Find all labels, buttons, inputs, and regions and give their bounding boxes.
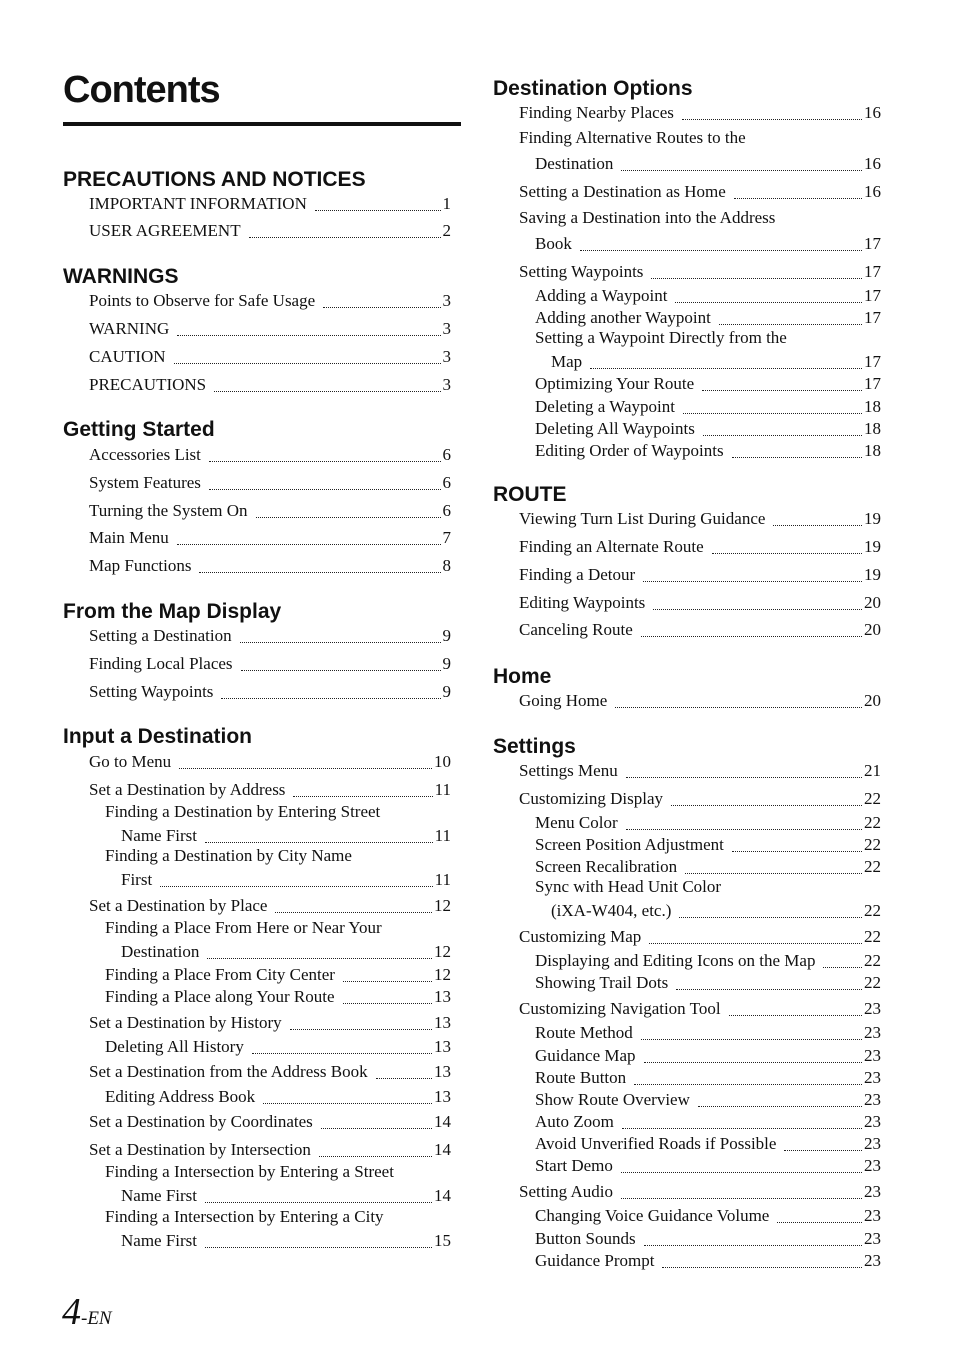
toc-entry-page-number: 3 (442, 347, 451, 366)
toc-entry-page-number: 2 (442, 221, 451, 240)
toc-entry-label: Changing Voice Guidance Volume (535, 1206, 770, 1225)
toc-entry[interactable] (535, 1132, 881, 1154)
dot-leader (209, 460, 441, 462)
toc-entry-page-number: 11 (434, 870, 451, 889)
dot-leader (734, 197, 862, 199)
toc-entry-page-number: 23 (864, 1112, 881, 1131)
toc-entry-label: Points to Observe for Safe Usage (89, 291, 316, 310)
toc-entry-page-number: 20 (864, 593, 881, 612)
toc-entry-page-number: 9 (442, 682, 451, 701)
toc-entry-label: Set a Destination by Coordinates (89, 1112, 313, 1131)
toc-entry-page-number: 17 (864, 308, 881, 327)
toc-entry-page-number: 23 (864, 1182, 881, 1201)
dot-leader (784, 1149, 862, 1151)
toc-entry[interactable] (89, 750, 451, 772)
section-heading-destination-options: Destination Options (493, 77, 693, 100)
dot-leader (683, 412, 862, 414)
toc-entry-label: Guidance Prompt (535, 1251, 655, 1270)
dot-leader (263, 1102, 432, 1104)
toc-entry-label: Customizing Navigation Tool (519, 999, 721, 1018)
toc-entry[interactable] (89, 894, 451, 916)
toc-entry-page-number: 20 (864, 691, 881, 710)
toc-entry-label: Set a Destination by Address (89, 780, 286, 799)
toc-entry-page-number: 16 (864, 103, 881, 122)
dot-leader (293, 795, 432, 797)
dot-leader (321, 1127, 432, 1129)
toc-entry-page-number: 3 (442, 375, 451, 394)
toc-entry-label: Setting a Destination (89, 626, 232, 645)
toc-entry-page-number: 22 (864, 901, 881, 920)
toc-entry-page-number: 15 (434, 1231, 451, 1250)
toc-entry-page-number: 23 (864, 1251, 881, 1270)
toc-entry[interactable] (519, 997, 881, 1019)
toc-entry-label: Turning the System On (89, 501, 248, 520)
toc-entry-page-number: 12 (434, 896, 451, 915)
dot-leader (773, 524, 862, 526)
dot-leader (649, 942, 862, 944)
toc-entry-page-number: 23 (864, 1023, 881, 1042)
toc-entry[interactable] (535, 395, 881, 417)
toc-entry[interactable] (535, 1204, 881, 1226)
dot-leader (682, 118, 862, 120)
toc-entry-page-number: 21 (864, 761, 881, 780)
toc-entry-label: Finding Local Places (89, 654, 233, 673)
dot-leader (621, 1171, 862, 1173)
toc-entry-first-line: Setting a Waypoint Directly from the (535, 328, 787, 347)
toc-entry[interactable] (519, 618, 881, 640)
toc-entry[interactable] (519, 563, 881, 585)
toc-entry[interactable] (535, 855, 881, 877)
section-heading-route: ROUTE (493, 483, 567, 506)
toc-entry-page-number: 11 (434, 780, 451, 799)
dot-leader (671, 804, 862, 806)
toc-entry-first-line: Saving a Destination into the Address (519, 208, 776, 227)
dot-leader (207, 957, 432, 959)
toc-entry-label: CAUTION (89, 347, 166, 366)
section-heading-home: Home (493, 665, 552, 688)
toc-entry-label: Setting Waypoints (519, 262, 644, 281)
dot-leader (641, 1038, 862, 1040)
dot-leader (662, 1266, 862, 1268)
dot-leader (275, 911, 432, 913)
dot-leader (712, 552, 862, 554)
dot-leader (621, 169, 862, 171)
toc-entry-page-number: 23 (864, 1090, 881, 1109)
toc-entry[interactable] (535, 1021, 881, 1043)
toc-entry-label: Set a Destination by History (89, 1013, 282, 1032)
toc-entry[interactable] (535, 833, 881, 855)
toc-entry-page-number: 22 (864, 857, 881, 876)
toc-entry-page-number: 17 (864, 286, 881, 305)
toc-entry-page-number: 3 (442, 319, 451, 338)
toc-entry-page-number: 16 (864, 154, 881, 173)
dot-leader (643, 580, 862, 582)
dot-leader (675, 301, 862, 303)
toc-entry[interactable] (535, 1066, 881, 1088)
dot-leader (252, 1052, 432, 1054)
toc-entry-label: Deleting All Waypoints (535, 419, 695, 438)
toc-entry-label: Name First (121, 826, 198, 845)
dot-leader (343, 1002, 433, 1004)
toc-entry-page-number: 23 (864, 1229, 881, 1248)
section-heading-input-a-destination: Input a Destination (63, 725, 252, 748)
toc-entry-label: Deleting a Waypoint (535, 397, 675, 416)
dot-leader (256, 516, 441, 518)
toc-entry[interactable] (105, 963, 451, 985)
toc-entry-label: System Features (89, 473, 201, 492)
section-heading-warnings: WARNINGS (63, 265, 179, 288)
toc-entry-page-number: 19 (864, 565, 881, 584)
dot-leader (653, 608, 862, 610)
toc-entry-page-number: 14 (434, 1112, 451, 1131)
dot-leader (249, 236, 441, 238)
dot-leader (644, 1061, 862, 1063)
toc-entry[interactable] (89, 778, 451, 800)
title-rule (63, 122, 461, 126)
toc-entry-label: Auto Zoom (535, 1112, 614, 1131)
toc-entry-label: Main Menu (89, 528, 169, 547)
toc-entry-label: Adding a Waypoint (535, 286, 668, 305)
toc-entry[interactable] (89, 680, 451, 702)
dot-leader (179, 767, 432, 769)
toc-entry[interactable] (519, 535, 881, 557)
toc-entry-label: Adding another Waypoint (535, 308, 711, 327)
dot-leader (221, 697, 440, 699)
toc-entry-page-number: 14 (434, 1186, 451, 1205)
dot-leader (777, 1221, 862, 1223)
toc-entry-label: Destination (535, 154, 614, 173)
toc-entry[interactable] (535, 284, 881, 306)
toc-entry-page-number: 17 (864, 374, 881, 393)
toc-entry-label: Deleting All History (105, 1037, 244, 1056)
toc-entry-label: Button Sounds (535, 1229, 636, 1248)
dot-leader (622, 1127, 862, 1129)
toc-entry-label: Optimizing Your Route (535, 374, 695, 393)
toc-entry[interactable] (535, 372, 881, 394)
toc-entry-label: Setting Audio (519, 1182, 613, 1201)
toc-entry-label: Avoid Unverified Roads if Possible (535, 1134, 777, 1153)
toc-entry[interactable] (535, 1154, 881, 1176)
toc-entry-label: Screen Recalibration (535, 857, 678, 876)
dot-leader (240, 641, 441, 643)
toc-entry-label: First (121, 870, 153, 889)
dot-leader (177, 334, 440, 336)
toc-entry-first-line: Finding a Place From Here or Near Your (105, 918, 382, 937)
toc-entry-page-number: 17 (864, 352, 881, 371)
toc-entry-page-number: 13 (434, 1013, 451, 1032)
dot-leader (160, 885, 432, 887)
toc-entry-label: Book (535, 234, 572, 253)
toc-entry[interactable] (89, 554, 451, 576)
toc-entry-label: (iXA-W404, etc.) (551, 901, 672, 920)
dot-leader (641, 635, 862, 637)
toc-entry[interactable] (105, 985, 451, 1007)
toc-entry-page-number: 9 (442, 626, 451, 645)
dot-leader (732, 456, 862, 458)
toc-entry-label: Finding Nearby Places (519, 103, 674, 122)
dot-leader (634, 1083, 862, 1085)
toc-entry[interactable] (121, 868, 451, 890)
toc-entry[interactable] (535, 306, 881, 328)
dot-leader (703, 434, 862, 436)
toc-entry[interactable] (519, 101, 881, 123)
dot-leader (315, 209, 441, 211)
toc-entry[interactable] (519, 1180, 881, 1202)
toc-entry[interactable] (105, 1085, 451, 1107)
toc-entry-label: Showing Trail Dots (535, 973, 669, 992)
toc-entry-label: Set a Destination by Intersection (89, 1140, 311, 1159)
toc-entry-page-number: 23 (864, 1068, 881, 1087)
toc-entry-page-number: 13 (434, 1037, 451, 1056)
dot-leader (651, 277, 862, 279)
dot-leader (177, 543, 441, 545)
toc-entry[interactable] (121, 940, 451, 962)
dot-leader (676, 988, 862, 990)
toc-entry-first-line: Finding a Intersection by Entering a Street (105, 1162, 394, 1181)
toc-entry-first-line: Finding a Intersection by Entering a City (105, 1207, 384, 1226)
dot-leader (323, 306, 440, 308)
dot-leader (626, 828, 862, 830)
toc-entry[interactable] (89, 1110, 451, 1132)
page-title: Contents (63, 69, 220, 111)
toc-entry-page-number: 17 (864, 262, 881, 281)
dot-leader (719, 323, 862, 325)
section-heading-from-the-map-display: From the Map Display (63, 600, 282, 623)
toc-entry-page-number: 23 (864, 1046, 881, 1065)
toc-entry[interactable] (535, 1227, 881, 1249)
toc-entry-label: Screen Position Adjustment (535, 835, 724, 854)
toc-entry-page-number: 10 (434, 752, 451, 771)
section-heading-precautions-and-notices: PRECAUTIONS AND NOTICES (63, 168, 366, 191)
dot-leader (644, 1244, 862, 1246)
toc-entry-page-number: 7 (442, 528, 451, 547)
dot-leader (205, 841, 433, 843)
toc-entry[interactable] (89, 219, 451, 241)
toc-entry-label: USER AGREEMENT (89, 221, 241, 240)
toc-entry-page-number: 22 (864, 951, 881, 970)
toc-entry[interactable] (89, 1060, 451, 1082)
toc-entry[interactable] (535, 949, 881, 971)
page-suffix: -EN (81, 1308, 112, 1329)
toc-entry-label: Displaying and Editing Icons on the Map (535, 951, 816, 970)
toc-entry-label: Customizing Map (519, 927, 642, 946)
toc-entry[interactable] (535, 811, 881, 833)
dot-leader (590, 367, 862, 369)
toc-entry-label: PRECAUTIONS (89, 375, 207, 394)
toc-entry-label: Route Button (535, 1068, 627, 1087)
toc-entry-page-number: 19 (864, 537, 881, 556)
toc-entry-label: Start Demo (535, 1156, 613, 1175)
toc-entry-label: WARNING (89, 319, 170, 338)
toc-entry[interactable] (535, 152, 881, 174)
toc-entry[interactable] (535, 1044, 881, 1066)
toc-entry-label: Settings Menu (519, 761, 618, 780)
dot-leader (580, 249, 862, 251)
toc-entry-page-number: 19 (864, 509, 881, 528)
toc-entry-page-number: 22 (864, 789, 881, 808)
toc-entry[interactable] (89, 1138, 451, 1160)
toc-entry-label: Go to Menu (89, 752, 172, 771)
toc-entry-page-number: 6 (442, 445, 451, 464)
toc-entry[interactable] (535, 1249, 881, 1271)
toc-entry-page-number: 8 (442, 556, 451, 575)
toc-entry-page-number: 9 (442, 654, 451, 673)
toc-entry[interactable] (519, 591, 881, 613)
page-number: 4 (62, 1291, 81, 1333)
toc-entry-first-line: Finding a Destination by Entering Street (105, 802, 381, 821)
toc-entry-page-number: 22 (864, 835, 881, 854)
dot-leader (241, 669, 441, 671)
toc-entry-label: Destination (121, 942, 200, 961)
toc-entry[interactable] (89, 624, 451, 646)
dot-leader (209, 488, 441, 490)
toc-entry-page-number: 22 (864, 973, 881, 992)
toc-entry[interactable] (105, 1035, 451, 1057)
dot-leader (615, 706, 862, 708)
toc-entry-label: Menu Color (535, 813, 618, 832)
toc-entry-label: Finding a Place along Your Route (105, 987, 335, 1006)
toc-entry[interactable] (519, 759, 881, 781)
toc-entry-page-number: 13 (434, 1087, 451, 1106)
section-heading-settings: Settings (493, 735, 576, 758)
toc-entry[interactable] (535, 232, 881, 254)
toc-entry-page-number: 6 (442, 473, 451, 492)
toc-entry[interactable] (89, 192, 451, 214)
toc-entry[interactable] (519, 689, 881, 711)
dot-leader (214, 390, 440, 392)
toc-entry-page-number: 13 (434, 1062, 451, 1081)
dot-leader (290, 1028, 432, 1030)
dot-leader (698, 1105, 862, 1107)
toc-entry[interactable] (89, 289, 451, 311)
dot-leader (729, 1014, 862, 1016)
toc-entry-page-number: 23 (864, 1134, 881, 1153)
toc-entry-page-number: 1 (442, 194, 451, 213)
toc-entry[interactable] (535, 1088, 881, 1110)
toc-entry-first-line: Sync with Head Unit Color (535, 877, 722, 896)
toc-entry-page-number: 16 (864, 182, 881, 201)
toc-entry-label: Viewing Turn List During Guidance (519, 509, 766, 528)
dot-leader (319, 1155, 432, 1157)
dot-leader (679, 916, 862, 918)
page-footer (62, 1290, 112, 1334)
toc-entry[interactable] (535, 971, 881, 993)
toc-entry[interactable] (519, 507, 881, 529)
dot-leader (732, 850, 862, 852)
toc-entry-page-number: 22 (864, 927, 881, 946)
dot-leader (205, 1201, 432, 1203)
dot-leader (823, 966, 862, 968)
toc-entry[interactable] (89, 526, 451, 548)
toc-entry-label: Map (551, 352, 583, 371)
dot-leader (621, 1197, 862, 1199)
toc-entry[interactable] (89, 317, 451, 339)
toc-entry-label: Finding an Alternate Route (519, 537, 704, 556)
toc-entry-page-number: 12 (434, 965, 451, 984)
toc-entry[interactable] (519, 260, 881, 282)
toc-entry-page-number: 23 (864, 1206, 881, 1225)
dot-leader (205, 1246, 432, 1248)
toc-entry-page-number: 12 (434, 942, 451, 961)
toc-entry-label: Editing Address Book (105, 1087, 256, 1106)
toc-entry-label: Setting Waypoints (89, 682, 214, 701)
toc-entry[interactable] (89, 652, 451, 674)
toc-entry-first-line: Finding a Destination by City Name (105, 846, 352, 865)
toc-entry[interactable] (519, 787, 881, 809)
toc-entry[interactable] (121, 1229, 451, 1251)
toc-entry-page-number: 23 (864, 999, 881, 1018)
toc-entry-label: Customizing Display (519, 789, 664, 808)
toc-entry-page-number: 18 (864, 397, 881, 416)
toc-entry-label: Canceling Route (519, 620, 633, 639)
toc-entry[interactable] (89, 345, 451, 367)
dot-leader (376, 1077, 432, 1079)
toc-entry-label: Finding a Detour (519, 565, 636, 584)
toc-entry-label: Set a Destination by Place (89, 896, 268, 915)
toc-entry-page-number: 3 (442, 291, 451, 310)
toc-entry-page-number: 17 (864, 234, 881, 253)
toc-entry-page-number: 20 (864, 620, 881, 639)
toc-entry-label: Route Method (535, 1023, 633, 1042)
toc-entry[interactable] (89, 499, 451, 521)
toc-entry[interactable] (519, 180, 881, 202)
toc-entry[interactable] (535, 439, 881, 461)
toc-entry-label: Name First (121, 1186, 198, 1205)
toc-entry[interactable] (121, 1184, 451, 1206)
toc-entry-label: Going Home (519, 691, 608, 710)
toc-entry-label: Set a Destination from the Address Book (89, 1062, 368, 1081)
toc-entry-page-number: 13 (434, 987, 451, 1006)
section-heading-getting-started: Getting Started (63, 418, 215, 441)
toc-entry-page-number: 14 (434, 1140, 451, 1159)
toc-entry[interactable] (89, 373, 451, 395)
toc-entry-label: Show Route Overview (535, 1090, 690, 1109)
toc-entry-label: Setting a Destination as Home (519, 182, 726, 201)
dot-leader (199, 571, 440, 573)
toc-entry-page-number: 18 (864, 419, 881, 438)
toc-entry[interactable] (535, 417, 881, 439)
toc-entry[interactable] (535, 1110, 881, 1132)
toc-entry-label: Finding a Place From City Center (105, 965, 335, 984)
toc-entry[interactable] (89, 471, 451, 493)
toc-entry-page-number: 23 (864, 1156, 881, 1175)
toc-entry-first-line: Finding Alternative Routes to the (519, 128, 746, 147)
dot-leader (702, 389, 862, 391)
toc-entry-page-number: 22 (864, 813, 881, 832)
toc-entry-label: Editing Waypoints (519, 593, 646, 612)
dot-leader (343, 980, 432, 982)
toc-entry-page-number: 11 (434, 826, 451, 845)
toc-entry[interactable] (551, 350, 881, 372)
dot-leader (174, 362, 441, 364)
toc-entry-label: Accessories List (89, 445, 201, 464)
toc-entry[interactable] (551, 899, 881, 921)
toc-entry[interactable] (121, 824, 451, 846)
toc-entry-page-number: 18 (864, 441, 881, 460)
toc-entry-page-number: 6 (442, 501, 451, 520)
dot-leader (685, 872, 862, 874)
toc-entry[interactable] (89, 1011, 451, 1033)
toc-entry[interactable] (89, 443, 451, 465)
toc-entry-label: Guidance Map (535, 1046, 636, 1065)
toc-entry-label: IMPORTANT INFORMATION (89, 194, 307, 213)
toc-entry-label: Editing Order of Waypoints (535, 441, 724, 460)
toc-entry-label: Map Functions (89, 556, 192, 575)
toc-entry-label: Name First (121, 1231, 198, 1250)
dot-leader (626, 776, 862, 778)
toc-entry[interactable] (519, 925, 881, 947)
